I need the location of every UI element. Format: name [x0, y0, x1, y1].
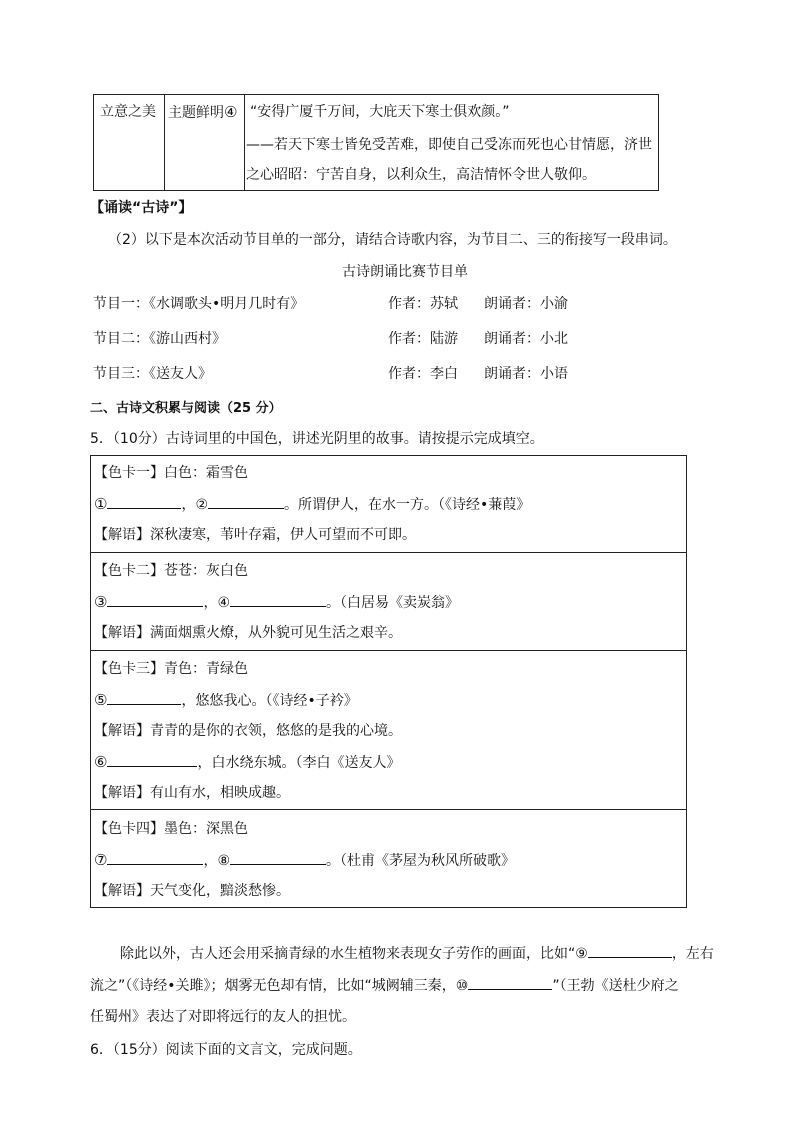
program-item-name: 节目三：《送友人》	[93, 366, 212, 382]
card-2-fill-line: ③ ，④ 。（白居易《卖炭翁》	[94, 593, 460, 611]
card-3-note-2: 【解语】有山有水，相映成趣。	[94, 785, 290, 801]
program-item-author: 作者：陆游	[388, 331, 458, 347]
blank-5[interactable]	[107, 690, 181, 705]
card-2-note: 【解语】满面烟熏火燎，从外貌可见生活之艰辛。	[94, 625, 402, 641]
program-item-reader: 朗诵者：小语	[484, 366, 568, 382]
category-label: 立意之美	[100, 104, 156, 120]
section-2-heading: 二、古诗文积累与阅读（25 分）	[90, 401, 282, 416]
paragraph-line-3: 任蜀州》表达了对即将远行的友人的担忧。	[90, 1009, 356, 1025]
program-item-reader: 朗诵者：小渝	[484, 296, 568, 312]
card-3-fill-line: ⑤ ，悠悠我心。（《诗经•子衿》	[94, 691, 358, 709]
program-title: 古诗朗诵比赛节目单	[342, 264, 468, 280]
card-3-fill-line-2: ⑥ ，白水绕东城。（李白《送友人》	[94, 753, 401, 771]
card-4-fill-line: ⑦ ，⑧ 。（杜甫《茅屋为秋风所破歌》	[94, 851, 516, 869]
blank-1[interactable]	[107, 494, 181, 509]
paragraph-line-2: 流之”（《诗经•关雎》；烟雾无色却有情，比如“城阙辅三秦，⑩ ”（王勃《送杜少府之	[90, 975, 679, 996]
blank-3[interactable]	[107, 592, 203, 607]
blank-8[interactable]	[230, 850, 326, 865]
explanation-line-1: ——若天下寒士皆免受苦难，即使自己受冻而死也心甘情愿，济世	[246, 137, 652, 153]
card-divider	[91, 650, 686, 651]
program-item-name: 节目二：《游山西村》	[93, 331, 226, 347]
program-item-author: 作者：李白	[388, 366, 458, 382]
card-2-title: 【色卡二】苍苍：灰白色	[94, 563, 248, 579]
subcategory-label: 主题鲜明④	[168, 103, 238, 121]
program-item-author: 作者：苏轼	[388, 296, 458, 312]
card-4-title: 【色卡四】墨色：深黑色	[94, 821, 248, 837]
card-3-note: 【解语】青青的是你的衣领，悠悠的是我的心境。	[94, 723, 402, 739]
card-1-fill-line: ① ，② 。所谓伊人，在水一方。（《诗经•蒹葭》	[94, 495, 531, 513]
card-1-note: 【解语】深秋凄寒，苇叶存霜，伊人可望而不可即。	[94, 527, 416, 543]
card-1-title: 【色卡一】白色：霜雪色	[94, 465, 248, 481]
paragraph-line-1: 除此以外，古人还会用采摘青绿的水生植物来表现女子劳作的画面，比如“⑨ ，左右	[120, 943, 714, 964]
program-item-name: 节目一：《水调歌头•明月几时有》	[93, 296, 305, 312]
card-4-note: 【解语】天气变化，黯淡愁惨。	[94, 883, 290, 899]
question-6: 6．（15分）阅读下面的文言文，完成问题。	[90, 1042, 362, 1058]
blank-2[interactable]	[208, 494, 284, 509]
card-3-title: 【色卡三】青色：青绿色	[94, 661, 248, 677]
card-divider	[91, 552, 686, 553]
blank-6[interactable]	[107, 752, 197, 767]
blank-10[interactable]	[468, 975, 552, 990]
section-recite-heading: 【诵读“古诗”】	[90, 200, 193, 216]
explanation-line-2: 之心昭昭：宁苦自身，以利众生，高洁情怀令世人敬仰。	[246, 167, 596, 183]
question-2: （2）以下是本次活动节目单的一部分，请结合诗歌内容，为节目二、三的衔接写一段串词。	[108, 232, 677, 248]
color-card-table	[90, 455, 687, 908]
card-divider	[91, 809, 686, 810]
quote-line: “安得广厦千万间，大庇天下寒士俱欢颜。”	[250, 104, 510, 120]
blank-9[interactable]	[588, 943, 672, 958]
question-5: 5．（10分）古诗词里的中国色，讲述光阴里的故事。请按提示完成填空。	[90, 431, 544, 447]
blank-7[interactable]	[107, 850, 203, 865]
program-item-reader: 朗诵者：小北	[484, 331, 568, 347]
blank-4[interactable]	[230, 592, 326, 607]
